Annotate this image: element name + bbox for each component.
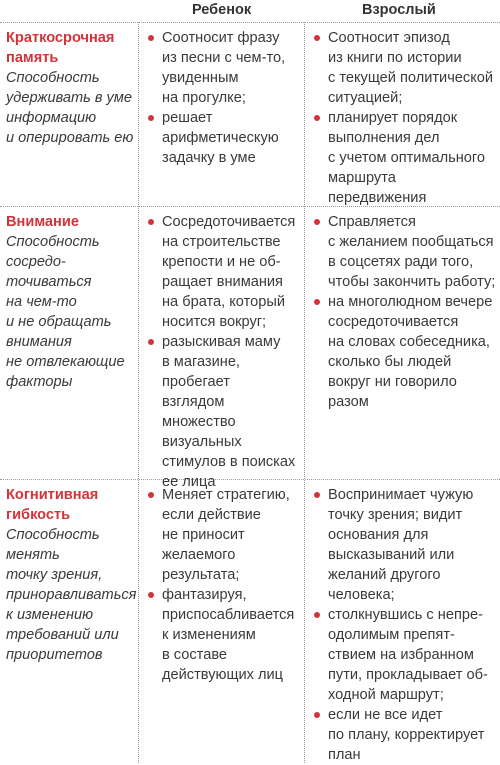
list-item: планирует порядок выполнения дел с учетом оптимального маршрута передвижения [312, 108, 500, 208]
list-item: решает арифметическую задачку в уме [146, 108, 296, 168]
list-item: Соотносит эпизод из книги по истории с текущей политической ситуацией; [312, 28, 500, 108]
child-examples [146, 485, 296, 685]
list-item: на многолюдном вечере сосредоточивается на словах собеседника, сколько бы людей вокруг ни говорило разом [312, 292, 500, 412]
list-item: Воспринимает чужую точку зрения; видит основания для высказываний или желаний другого человека; [312, 485, 500, 605]
row-description: Способность удерживать в уме информацию и оперировать ею [6, 70, 134, 146]
table-row [0, 479, 500, 763]
row-title: Когнитивная гибкость [6, 487, 99, 523]
header-adult: Взрослый [362, 2, 436, 18]
adult-examples [312, 212, 500, 412]
child-examples [146, 212, 296, 492]
list-item: столкнувшись с непре- одолимым препят- ствием на избранном пути, прокладывает об- ходной маршрут; [312, 605, 500, 705]
row-description: Способность менять точку зрения, приноравливаться к изменению требований или приоритетов [6, 527, 137, 663]
adult-examples [312, 485, 500, 765]
list-item: разыскивая маму в магазине, пробегает взглядом множество визуальных стимулов в поисках ее лица [146, 332, 296, 492]
row-label [6, 485, 137, 665]
list-item: если не все идет по плану, корректирует план [312, 705, 500, 765]
header-child: Ребенок [192, 2, 252, 18]
table-header [0, 0, 500, 22]
row-label [6, 28, 134, 148]
row-description: Способность сосредо- точиваться на чем-то и не обращать внимания не отвлекающие факторы [6, 234, 125, 390]
table-row [0, 206, 500, 490]
row-title: Краткосрочная память [6, 30, 115, 66]
list-item: Меняет стратегию, если действие не приносит желаемого результата; [146, 485, 296, 585]
adult-examples [312, 28, 500, 208]
list-item: фантазируя, приспосабливается к изменениям в составе действующих лиц [146, 585, 296, 685]
child-examples [146, 28, 296, 168]
list-item: Сосредоточивается на строительстве крепости и не об- ращает внимания на брата, который носится вокруг; [146, 212, 296, 332]
list-item: Соотносит фразу из песни с чем-то, увиденным на прогулке; [146, 28, 296, 108]
row-title: Внимание [6, 214, 79, 230]
table-row [0, 22, 500, 206]
row-label [6, 212, 134, 392]
list-item: Справляется с желанием пообщаться в соцсетях ради того, чтобы закончить работу; [312, 212, 500, 292]
